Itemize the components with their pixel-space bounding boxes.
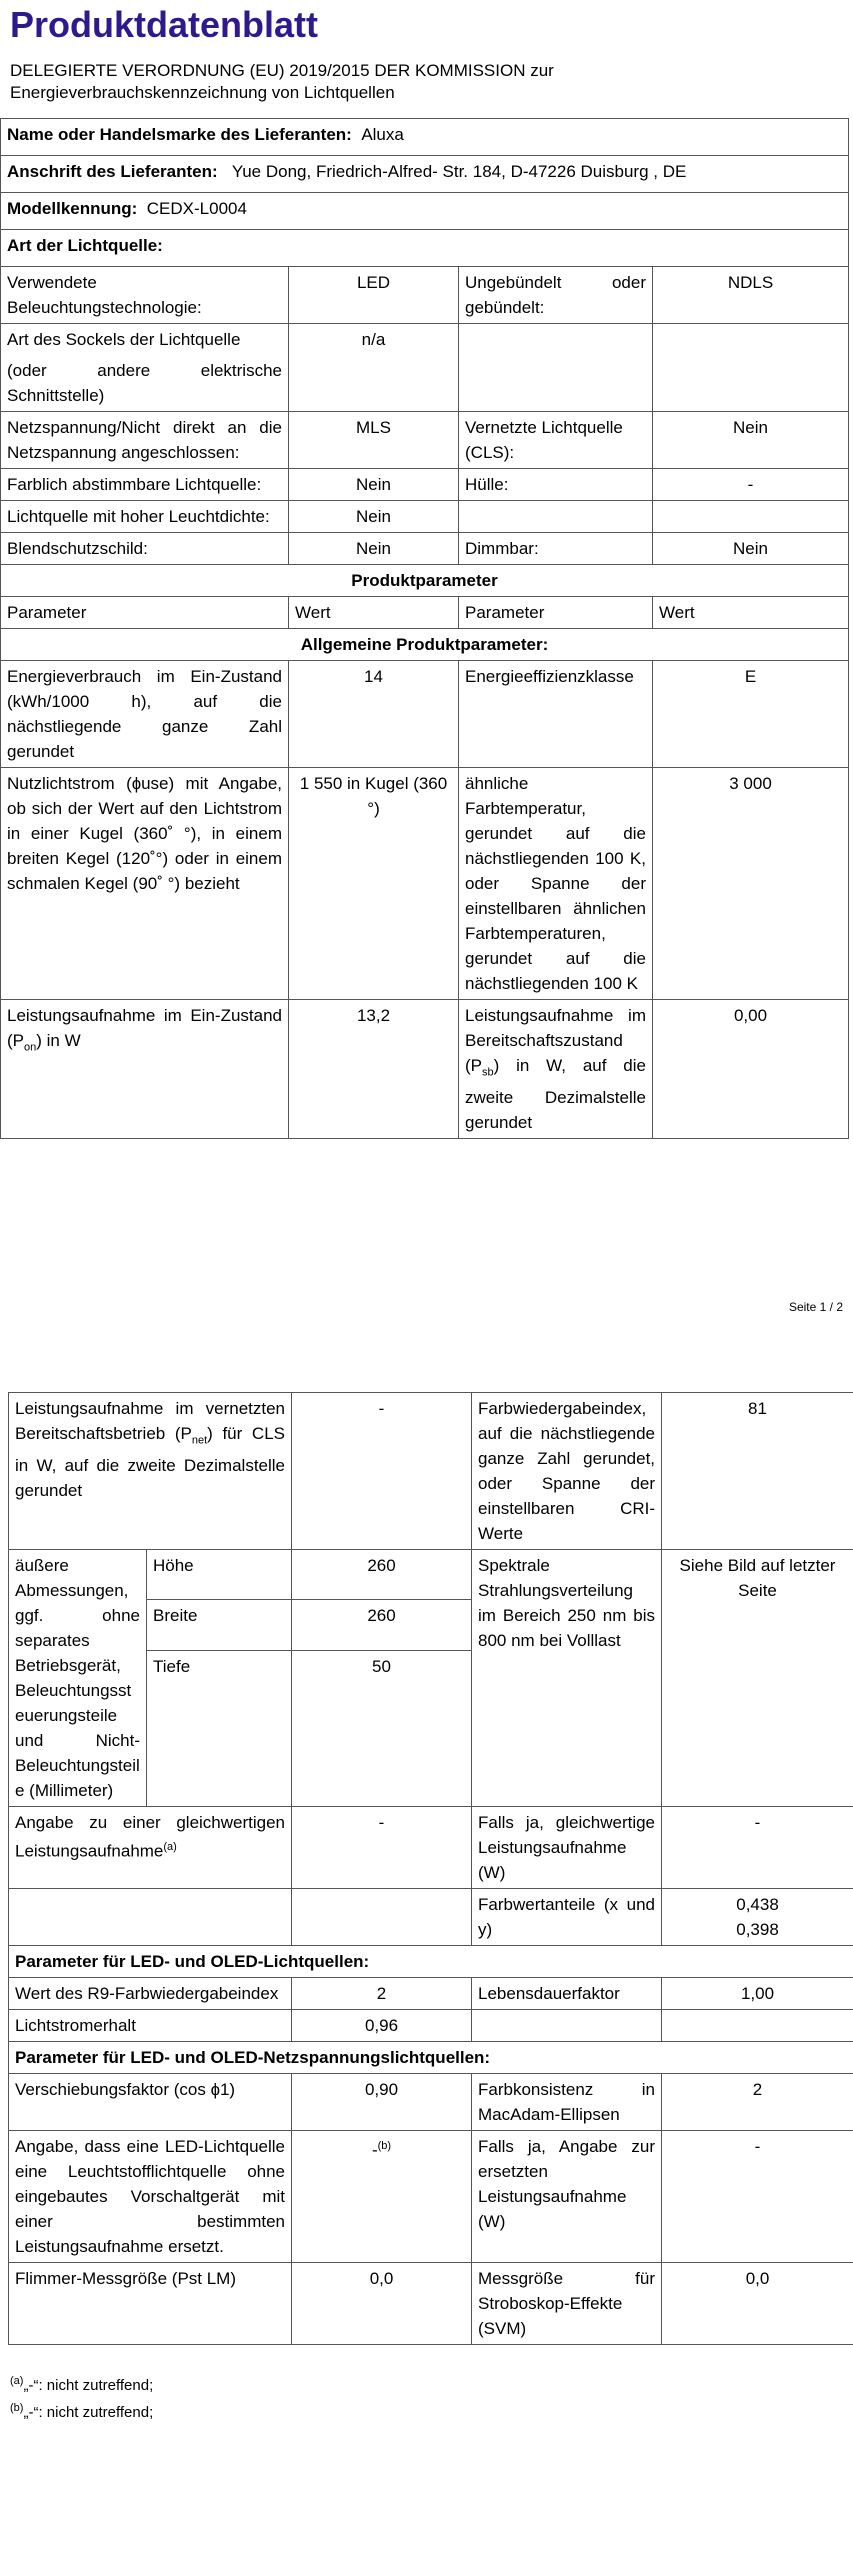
cell-label: Spektrale Strahlungsverteilung im Bereich 250 nm bis 800 nm bei Volllast — [472, 1550, 662, 1807]
led-params-heading: Parameter für LED- und OLED-Lichtquellen: — [9, 1946, 853, 1978]
cell-value — [662, 2010, 853, 2042]
footnote-a — [10, 2375, 153, 2394]
power-on-label-pre: Leistungsaufnahme im Ein-Zustand (P — [7, 1006, 282, 1050]
cell-value: 81 — [662, 1393, 853, 1550]
model-row — [1, 193, 849, 230]
cell-value: Nein — [289, 533, 459, 565]
model-label: Modellkennung: — [7, 199, 138, 218]
standby-label-sub: sb — [482, 1066, 494, 1079]
footnote-b-text: „-“: nicht zutreffend; — [23, 2404, 154, 2421]
regulation-subtitle: DELEGIERTE VERORDNUNG (EU) 2019/2015 DER KOMMISSION zur Energieverbrauchskennzeichnung von Lichtquellen — [10, 61, 554, 102]
cell-value: 1 550 in Kugel (360 °) — [289, 768, 459, 1000]
cell-value: 3 000 — [653, 768, 849, 1000]
cell-label: Farbwertanteile (x und y) — [472, 1889, 662, 1946]
table-row — [1, 267, 849, 324]
supplier-row — [1, 119, 849, 156]
cell-label — [472, 2010, 662, 2042]
dimensions-label: äußere Abmessungen, ggf. ohne separates Betriebsgerät, Beleuchtungssteuerungsteile und Nicht-Beleuchtungsteile (Millimeter) — [9, 1550, 147, 1807]
table-row — [1, 533, 849, 565]
chroma-x: 0,438 — [736, 1895, 779, 1914]
cell-label: Farbkonsistenz in MacAdam-Ellipsen — [472, 2074, 662, 2131]
dim-value: 260 — [292, 1600, 472, 1650]
cell-label: Farbwiedergabeindex, auf die nächstliegende ganze Zahl gerundet, oder Spanne der einstellbaren CRI-Werte — [472, 1393, 662, 1550]
chroma-y: 0,398 — [736, 1920, 779, 1939]
cell-label: Art des Sockels der Lichtquelle — [7, 330, 241, 349]
cell-value: - — [292, 1393, 472, 1550]
footnote-b — [10, 2402, 153, 2421]
cell-label: Energieverbrauch im Ein-Zustand (kWh/1000 h), auf die nächstliegende ganze Zahl gerundet — [1, 661, 289, 768]
cell-value: n/a — [289, 324, 459, 412]
cell-label: Lebensdauerfaktor — [472, 1978, 662, 2010]
supplier-value: Aluxa — [361, 125, 404, 144]
col-header-parameter: Parameter — [1, 597, 289, 629]
address-row — [1, 156, 849, 193]
cell-value: Siehe Bild auf letzter Seite — [662, 1550, 853, 1807]
cell-value: - — [662, 2131, 853, 2263]
cell-value: 14 — [289, 661, 459, 768]
table-row — [9, 2074, 853, 2131]
cell-label: Ungebündelt oder gebündelt: — [459, 267, 653, 324]
page-number: Seite 1 / 2 — [788, 1300, 843, 1314]
cell-label: Flimmer-Messgröße (Pst LM) — [9, 2263, 292, 2345]
cell-label: Falls ja, Angabe zur ersetzten Leistungsaufnahme (W) — [472, 2131, 662, 2263]
table-row — [1, 469, 849, 501]
table-row — [1, 1000, 849, 1139]
cell-value: LED — [289, 267, 459, 324]
cell-label: Energieeffizienzklasse — [459, 661, 653, 768]
cell-label: Wert des R9-Farbwiedergabeindex — [9, 1978, 292, 2010]
cell-label: Farblich abstimmbare Lichtquelle: — [1, 469, 289, 501]
cell-label: Falls ja, gleichwertige Leistungsaufnahme (W) — [472, 1807, 662, 1889]
cell-value: - — [662, 1807, 853, 1889]
cell-label — [459, 501, 653, 533]
dim-key: Höhe — [147, 1550, 292, 1600]
cell-value — [653, 324, 849, 412]
cell-label: Blendschutzschild: — [1, 533, 289, 565]
table-row — [1, 501, 849, 533]
net-standby-label-sub: net — [191, 1434, 208, 1447]
dimensions-row — [9, 1550, 853, 1600]
cell-value — [662, 1889, 853, 1946]
footnote-b-marker: (b) — [10, 2402, 24, 2414]
cell-label: Vernetzte Lichtquelle (CLS): — [459, 412, 653, 469]
table-row — [9, 2263, 853, 2345]
section-header-row — [1, 565, 849, 597]
source-type-label: Art der Lichtquelle: — [1, 230, 849, 267]
standby-label-pre: Leistungsaufnahme im Bereitschaftszustand (P — [465, 1006, 646, 1075]
cell-label: Verschiebungsfaktor (cos ɸ1) — [9, 2074, 292, 2131]
table-row — [9, 1889, 853, 1946]
cell-value: NDLS — [653, 267, 849, 324]
cell-value: 1,00 — [662, 1978, 853, 2010]
page-2 — [0, 1380, 853, 2560]
table-row — [1, 661, 849, 768]
section-header-row — [1, 629, 849, 661]
cell-value: E — [653, 661, 849, 768]
cell-label — [459, 1000, 653, 1139]
cell-value: Nein — [289, 469, 459, 501]
product-params-heading: Produktparameter — [1, 565, 849, 597]
cell-label: Lichtstromerhalt — [9, 2010, 292, 2042]
cell-label: Netzspannung/Nicht direkt an die Netzspannung angeschlossen: — [1, 412, 289, 469]
source-type-row — [1, 230, 849, 267]
dim-value: 50 — [292, 1650, 472, 1700]
cell-value: 0,00 — [653, 1000, 849, 1139]
power-on-label-post: ) in W — [36, 1031, 81, 1050]
table-row — [1, 768, 849, 1000]
replacement-value-sup: (b) — [377, 2140, 392, 2152]
cell-value: 0,0 — [292, 2263, 472, 2345]
cell-value: - — [653, 469, 849, 501]
col-header-value: Wert — [653, 597, 849, 629]
cell-value — [292, 2131, 472, 2263]
cell-label: Angabe, dass eine LED-Lichtquelle eine Leuchtstofflichtquelle ohne eingebautes Vorschaltgerät mit einer bestimmten Leistungsaufnahme ersetzt. — [9, 2131, 292, 2263]
datasheet-table-1 — [0, 118, 849, 1139]
table-row — [9, 1807, 853, 1889]
cell-label — [9, 1807, 292, 1889]
dim-key: Breite — [147, 1600, 292, 1650]
dim-key: Tiefe — [147, 1650, 292, 1700]
cell-label — [9, 1393, 292, 1550]
col-header-value: Wert — [289, 597, 459, 629]
datasheet-table-2 — [8, 1392, 853, 2345]
power-on-label-sub: on — [24, 1041, 37, 1054]
equiv-label-sup: (a) — [163, 1841, 177, 1853]
cell-label — [459, 324, 653, 412]
cell-value: 2 — [662, 2074, 853, 2131]
cell-label: Dimmbar: — [459, 533, 653, 565]
supplier-label: Name oder Handelsmarke des Lieferanten: — [7, 125, 352, 144]
cell-label-note: (oder andere elektrische Schnittstelle) — [7, 361, 282, 405]
table-row — [9, 1393, 853, 1550]
param-header-row — [1, 597, 849, 629]
net-standby-label-post: ) für CLS in W, auf die zweite Dezimalstelle gerundet — [15, 1424, 286, 1501]
net-standby-label-pre: Leistungsaufnahme im vernetzten Bereitschaftsbetrieb (P — [15, 1399, 286, 1443]
standby-label-post: ) in W, auf die zweite Dezimalstelle gerundet — [465, 1056, 646, 1133]
cell-label: ähnliche Farbtemperatur, gerundet auf die nächstliegenden 100 K, oder Spanne der einstellbaren ähnlichen Farbtemperaturen, gerundet auf die nächstliegenden 100 K — [459, 768, 653, 1000]
cell-value: MLS — [289, 412, 459, 469]
address-value: Yue Dong, Friedrich-Alfred- Str. 184, D-47226 Duisburg , DE — [231, 162, 687, 181]
section-header-row — [9, 2042, 853, 2074]
mains-params-heading: Parameter für LED- und OLED-Netzspannungslichtquellen: — [9, 2042, 853, 2074]
section-header-row — [9, 1946, 853, 1978]
cell-value: Nein — [653, 412, 849, 469]
cell-label — [1, 1000, 289, 1139]
cell-value: 0,0 — [662, 2263, 853, 2345]
equiv-label: Angabe zu einer gleichwertigen Leistungsaufnahme — [15, 1813, 286, 1861]
footnote-a-marker: (a) — [10, 2375, 24, 2387]
cell-value — [653, 501, 849, 533]
cell-value: 13,2 — [289, 1000, 459, 1139]
page-title: Produktdatenblatt — [10, 4, 319, 45]
table-row — [9, 2131, 853, 2263]
dim-value: 260 — [292, 1550, 472, 1600]
table-row — [1, 412, 849, 469]
cell-value: 2 — [292, 1978, 472, 2010]
cell-value: Nein — [653, 533, 849, 565]
table-row — [9, 1978, 853, 2010]
cell-label: Nutzlichtstrom (ɸuse) mit Angabe, ob sich der Wert auf den Lichtstrom in einer Kugel (360˚ °), in einem breiten Kegel (120˚°) oder in einem schmalen Kegel (90˚ °) bezieht — [1, 768, 289, 1000]
cell-value: 0,90 — [292, 2074, 472, 2131]
cell-label: Lichtquelle mit hoher Leuchtdichte: — [1, 501, 289, 533]
cell-value: - — [292, 1807, 472, 1889]
table-row — [1, 324, 849, 412]
table-row — [9, 2010, 853, 2042]
footnote-a-text: „-“: nicht zutreffend; — [23, 2377, 154, 2394]
cell-label: Hülle: — [459, 469, 653, 501]
col-header-parameter: Parameter — [459, 597, 653, 629]
address-label: Anschrift des Lieferanten: — [7, 162, 218, 181]
cell-value: 0,96 — [292, 2010, 472, 2042]
cell-label: Verwendete Beleuchtungstechnologie: — [1, 267, 289, 324]
general-params-heading: Allgemeine Produktparameter: — [1, 629, 849, 661]
cell-value: Nein — [289, 501, 459, 533]
replacement-value: - — [371, 2140, 378, 2160]
model-value: CEDX-L0004 — [146, 199, 247, 218]
cell-label: Messgröße für Stroboskop-Effekte (SVM) — [472, 2263, 662, 2345]
